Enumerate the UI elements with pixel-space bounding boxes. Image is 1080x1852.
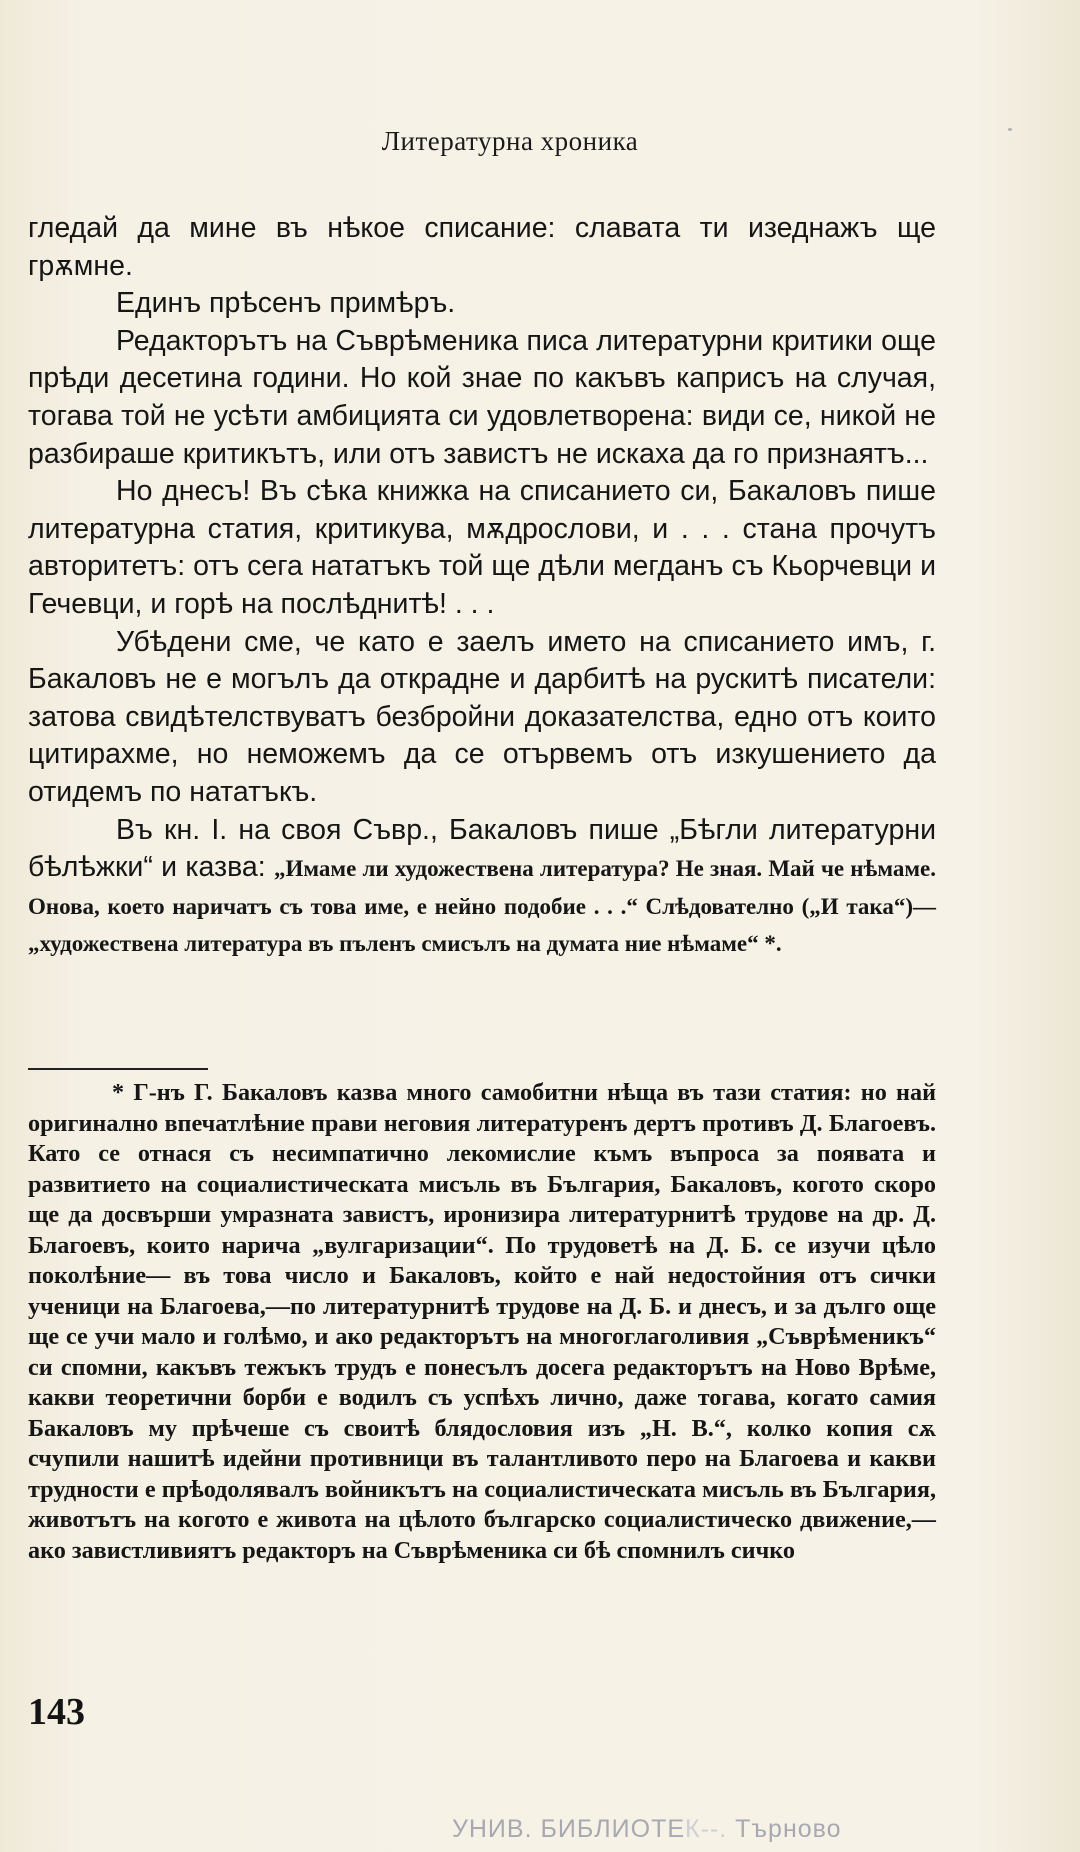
running-header: Литературна хроника (381, 126, 639, 156)
stamp-text: УНИВ. БИБЛИОТЕ (452, 1815, 686, 1843)
footnote (28, 1078, 936, 1566)
footnote-text: * Г-нъ Г. Бакаловъ казва много самобитни нѣща въ тази статия: но най оригинално впечатлѣние прави неговия литературенъ дертъ противъ Д. Благоевъ. Като се отнася съ несимпатично лекомислие къмъ въпроса за появата и развитието на социалистическата мисъль въ България, Бакаловъ, когото скоро ще да досвърши умразната завистъ, иронизира литературнитѣ трудове на др. Д. Благоевъ, които нарича „вулгаризации“. По трудоветѣ на Д. Б. се изучи цѣло поколѣние— въ това число и Бакаловъ, който е най недостойния отъ сички ученици на Благоева,—по литературнитѣ трудове на Д. Б. и днесъ, и за дълго още ще се учи мало и голѣмо, и ако редакторътъ на многоглаголивия „Съврѣменикъ“ си спомни, какъвъ тежъкъ трудъ е понесълъ досега редакторътъ на Ново Врѣме, какви теоретични борби е водилъ съ успѣхъ лично, даже тогава, когато самия Бакаловъ му прѣчеше съ своитѣ блядословия изъ „Н. В.“, колко копия сѫ счупили нашитѣ идейни противници въ талантливото перо на Благоева и какви трудности е прѣодолявалъ войникътъ на социалистическата мисъль въ България, животътъ на когото е живота на цѣлото българско социалистическо движение,— ако завистливиятъ редакторъ на Съврѣменика си бѣ спомнилъ сичко (28, 1079, 936, 1564)
page-number: 143 (28, 1691, 85, 1733)
main-text (28, 210, 936, 962)
paragraph: Единъ прѣсенъ примѣръ. (116, 287, 456, 320)
stamp-city: Търново (735, 1815, 842, 1843)
paragraph-with-quote (28, 812, 936, 962)
paragraph: Но днесъ! Въ сѣка книжка на списанието си, Бакаловъ пише литературна статия, критикува, мѫдрослови, и . . . стана прочутъ авторитетъ: отъ сега нататъкъ той ще дѣли мегданъ съ Кьорчевци и Гечевци, и горѣ на послѣднитѣ! . . . (28, 475, 936, 620)
paragraph: Убѣдени сме, че като е заелъ името на списанието имъ, г. Бакаловъ не е могълъ да открадне и дарбитѣ на рускитѣ писатели: затова свидѣтелствуватъ безбройни доказателства, едно отъ които цитирахме, но неможемъ да се отървемъ отъ изкушението да отидемъ по нататъкъ. (28, 625, 936, 808)
paragraph-lead: Въ кн. I. на своя Съвр., Бакаловъ пише „Бѣгли литературни бѣлѣжки“ и казва: (28, 813, 936, 884)
footnote-divider (28, 1068, 208, 1070)
paragraph: Редакторътъ на Съврѣменика писа литературни критики още прѣди десетина години. Но кой знае по какъвъ каприсъ на случая, тогава той не усѣти амбицията си удовлетворена: види се, никой не разбираше критикътъ, или отъ завистъ не искаха да го признаятъ... (28, 324, 936, 470)
stamp-faint-text: К--. (685, 1815, 736, 1843)
paragraph-continued: гледай да мине въ нѣкое списание: славата ти изеднажъ ще грѫмне. (28, 212, 936, 282)
inline-quote: „Имаме ли художествена литература? Не зная. Май че нѣмаме. Онова, което наричатъ съ това име, е нейно подобие . . .“ Слѣдователно („И така“)— „художествена литература въ пъленъ смисълъ на думата ние нѣмаме“ *. (28, 856, 936, 957)
library-stamp (452, 1815, 842, 1844)
